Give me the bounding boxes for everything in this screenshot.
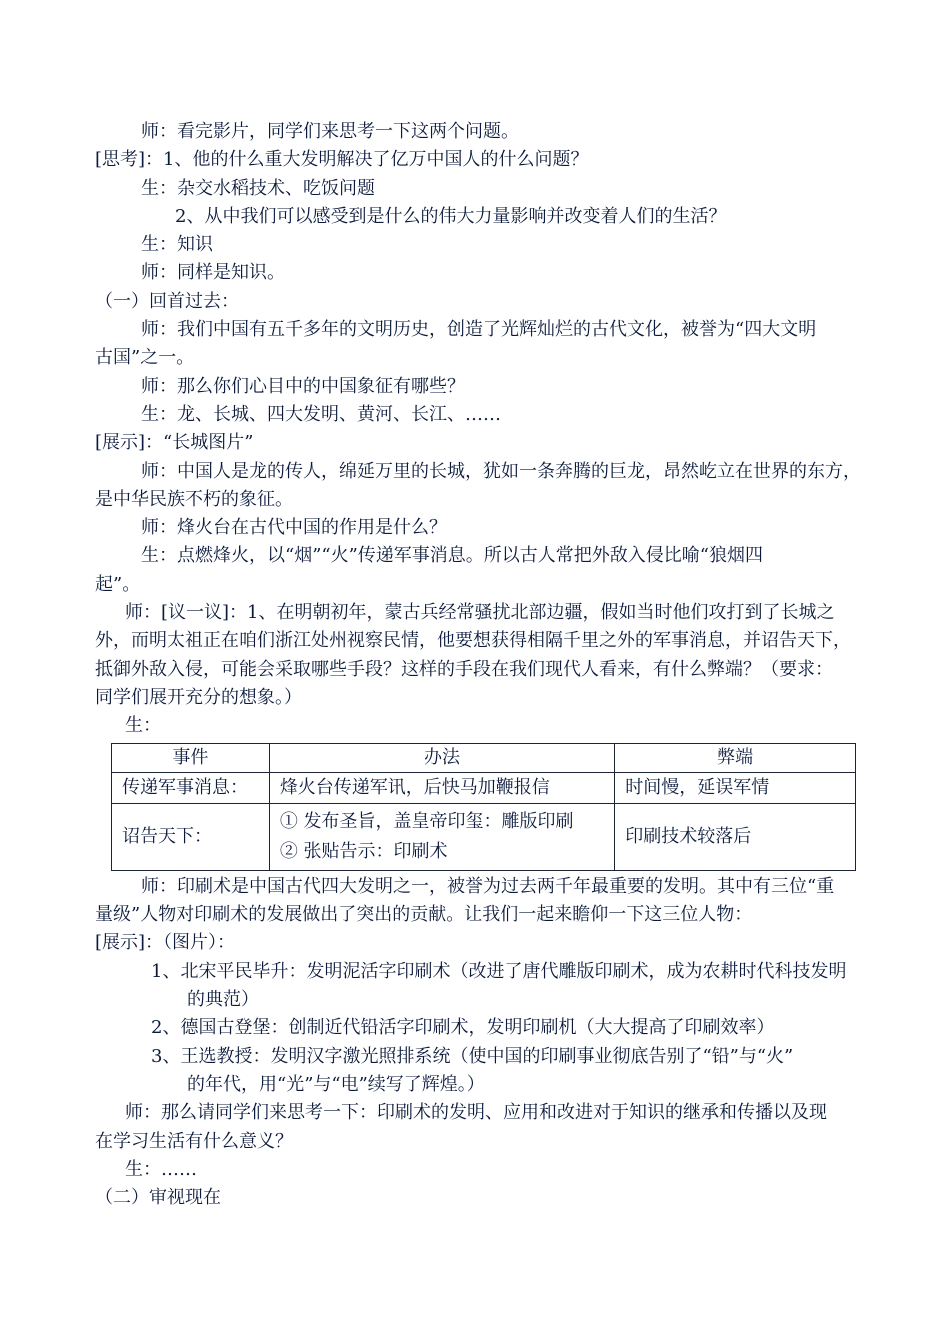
- text-line: 师：印刷术是中国古代四大发明之一，被誉为过去两千年最重要的发明。其中有三位“重: [141, 875, 835, 897]
- table-header-row: [112, 743, 856, 772]
- section-heading: （一）回首过去：: [95, 290, 239, 312]
- cell-method: [269, 803, 614, 870]
- text-line: 师：看完影片，同学们来思考一下这两个问题。: [141, 121, 519, 142]
- text-line: 在学习生活有什么意义？: [95, 1130, 293, 1152]
- header-event: 事件: [112, 743, 270, 772]
- text-line: 生：点燃烽火，以“烟”“火”传递军事消息。所以古人常把外敌入侵比喻“狼烟四: [141, 545, 764, 567]
- text-line: 生：知识: [141, 234, 213, 256]
- text-line: 起”。: [95, 573, 141, 595]
- list-item: 3、王选教授：发明汉字激光照排系统（使中国的印刷事业彻底告别了“铅”与“火”: [151, 1045, 794, 1067]
- cell-event: 诏告天下：: [112, 803, 270, 870]
- text-line: 量级”人物对印刷术的发展做出了突出的贡献。让我们一起来瞻仰一下这三位人物：: [95, 904, 753, 926]
- text-line: 生：: [125, 715, 161, 737]
- section-heading: （二）审视现在: [95, 1187, 221, 1209]
- text-line: 师：中国人是龙的传人，绵延万里的长城，犹如一条奔腾的巨龙，昂然屹立在世界的东方，: [141, 460, 861, 482]
- text-line: 外，而明太祖正在咱们浙江处州视察民情，他要想获得相隔千里之外的军事消息，并诏告天下，: [95, 630, 851, 652]
- text-line: [思考]：1、他的什么重大发明解决了亿万中国人的什么问题？: [95, 149, 589, 171]
- document-page: [95, 118, 860, 1212]
- text-line: [展示]：“长城图片”: [95, 432, 254, 454]
- list-item: 2、德国古登堡：创制近代铅活字印刷术，发明印刷机（大大提高了印刷效率）: [151, 1017, 775, 1039]
- table-row: [112, 803, 856, 870]
- text-line: 师：[议一议]：1、在明朝初年，蒙古兵经常骚扰北部边疆，假如当时他们攻打到了长城之: [125, 602, 835, 624]
- cell-drawback: 时间慢，延误军情: [615, 772, 856, 803]
- cell-method-line: ① 发布圣旨，盖皇帝印玺：雕版印刷: [279, 810, 574, 832]
- text-line: 生：……: [125, 1158, 197, 1180]
- text-line: 2、从中我们可以感受到是什么的伟大力量影响并改变着人们的生活？: [175, 205, 727, 227]
- text-line: 是中华民族不朽的象征。: [95, 488, 293, 510]
- table-row: [112, 772, 856, 803]
- text-line: 师：同样是知识。: [141, 262, 285, 284]
- text-line: 抵御外敌入侵，可能会采取哪些手段？这样的手段在我们现代人看来，有什么弊端？（要求：: [95, 658, 833, 680]
- list-item-continuation: 的年代，用“光”与“电”续写了辉煌。）: [187, 1073, 485, 1095]
- list-item: 1、北宋平民毕升：发明泥活字印刷术（改进了唐代雕版印刷术，成为农耕时代科技发明: [151, 960, 847, 982]
- cell-method-line: ② 张贴告示：印刷术: [279, 840, 448, 862]
- header-drawback: 弊端: [615, 743, 856, 772]
- text-line: 古国”之一。: [95, 347, 195, 369]
- header-method: 办法: [269, 743, 614, 772]
- text-line: 生：龙、长城、四大发明、黄河、长江、……: [141, 403, 501, 425]
- text-line: 生：杂交水稻技术、吃饭问题: [141, 177, 375, 199]
- text-line: 师：那么请同学们来思考一下：印刷术的发明、应用和改进对于知识的继承和传播以及现: [125, 1102, 827, 1124]
- text-line: 师：我们中国有五千多年的文明历史，创造了光辉灿烂的古代文化，被誉为“四大文明: [141, 319, 817, 341]
- text-line: 师：烽火台在古代中国的作用是什么？: [141, 517, 447, 539]
- text-line: 同学们展开充分的想象。）: [95, 686, 302, 708]
- text-line: 师：那么你们心目中的中国象征有哪些？: [141, 375, 465, 397]
- list-item-continuation: 的典范）: [187, 989, 259, 1011]
- comparison-table: [111, 743, 856, 871]
- cell-drawback: 印刷技术较落后: [615, 803, 856, 870]
- text-line: [展示]：（图片）：: [95, 932, 236, 954]
- cell-event: 传递军事消息：: [112, 772, 270, 803]
- cell-method: 烽火台传递军讯，后快马加鞭报信: [269, 772, 614, 803]
